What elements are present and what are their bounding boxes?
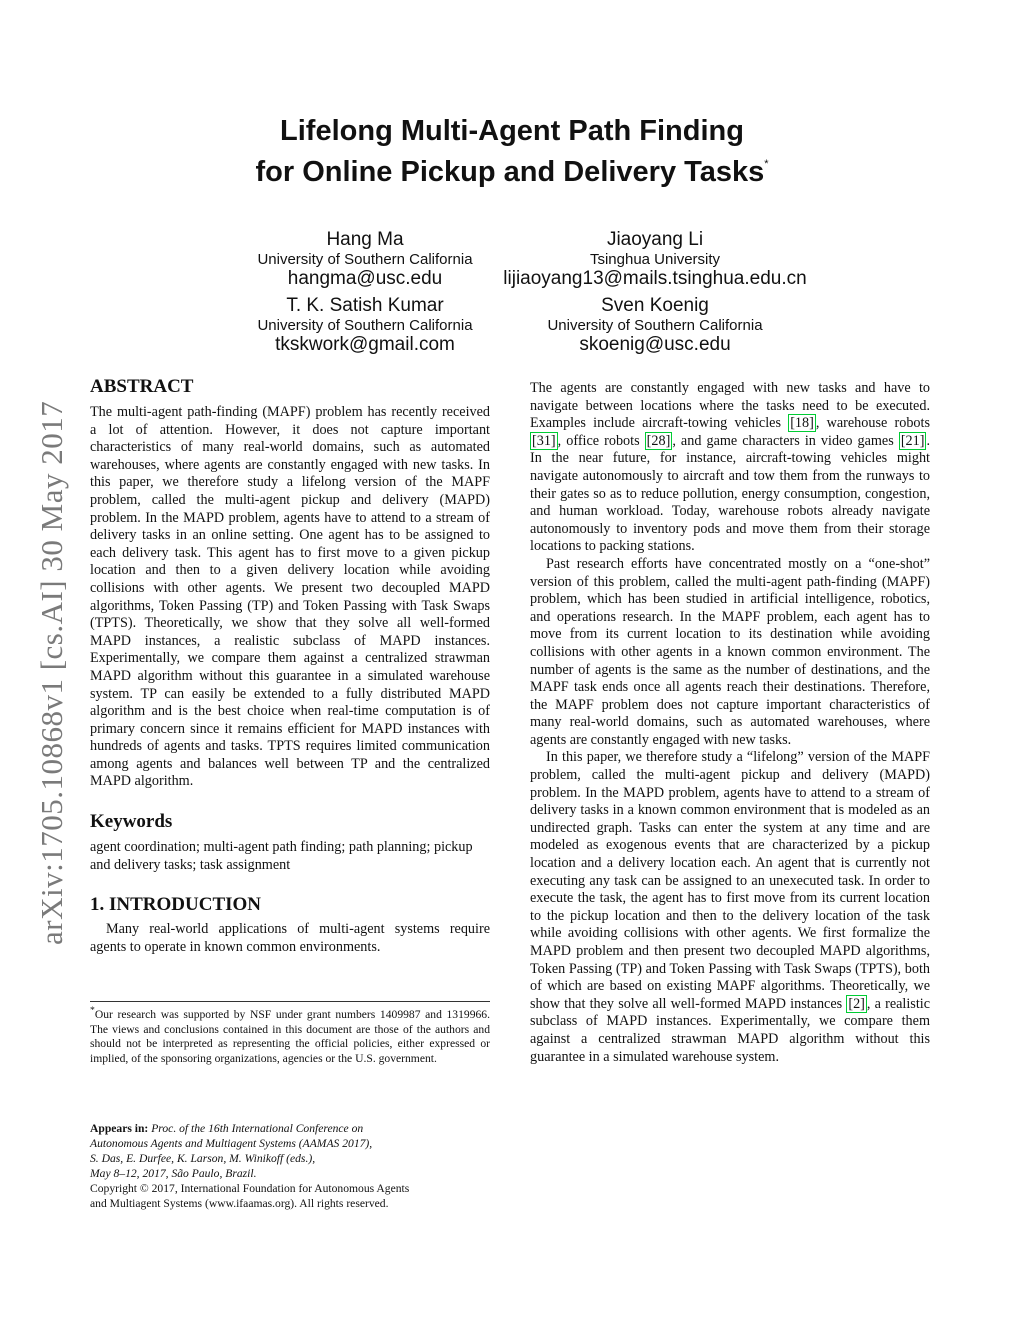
footnote-mark: * — [90, 1005, 95, 1016]
copyright-line-1: Copyright © 2017, International Foundation for Autonomous Agents — [90, 1182, 410, 1195]
author-affiliation: University of Southern California — [257, 251, 473, 268]
author-affiliation: University of Southern California — [257, 317, 473, 334]
footnote-text: Our research was supported by NSF under grant numbers 1409987 and 1319966. The views and conclusions contained in this document are those of the authors and should not be interpreted as representing the official policies, either expressed or implied, of the sponsoring organizations, agencies or the U.S. government. — [90, 1007, 490, 1066]
author-email: skoenig@usc.edu — [579, 334, 731, 355]
introduction-paragraph-1 — [530, 380, 930, 556]
author-email: lijiaoyang13@mails.tsinghua.edu.cn — [503, 268, 807, 289]
citation-link[interactable]: [21] — [900, 432, 925, 449]
text-run: In this paper, we therefore study a “lifelong” version of the MAPF problem, called the multi-agent pickup and delivery (MAPD) problem. In the MAPD problem, agents have to attend to a stream of delivery tasks in a known common environment that is modeled as an undirected graph. Tasks can enter the system at any time and are modeled as exogenous events that are characterized by a pickup location and a delivery location each. An agent that is currently not executing any task can be assigned to an unexecuted task. In order to execute the task, the agent has to first move from its current location to the pickup location and then to the delivery location of the task while avoiding collisions with other agents. We first formalize the MAPD problem and then present two decoupled MAPD algorithms, Token Passing (TP) and Token Passing with Task Swaps (TPTS), both of which are based on existing MAPF algorithms. Theoretically, we show that they solve all well-formed MAPD instances — [530, 749, 930, 1012]
author-name: Jiaoyang Li — [606, 229, 704, 250]
proceedings-line-2: Autonomous Agents and Multiagent Systems (AAMAS 2017), — [90, 1137, 373, 1150]
title-line-2-text: for Online Pickup and Delivery Tasks — [255, 156, 765, 188]
author-affiliation: Tsinghua University — [589, 251, 721, 268]
left-column — [90, 376, 490, 956]
author-affiliation: University of Southern California — [547, 317, 763, 334]
citation-link[interactable]: [28] — [646, 432, 671, 449]
citation-link[interactable]: [2] — [848, 995, 865, 1012]
author-name: Sven Koenig — [601, 295, 709, 316]
arxiv-identifier: arXiv:1705.10868v1 [cs.AI] 30 May 2017 — [34, 400, 69, 945]
author-email: tkskwork@gmail.com — [275, 334, 455, 355]
keywords-text: agent coordination; multi-agent path finding; path planning; pickup and delivery tasks; task assignment — [90, 839, 473, 873]
author-email: hangma@usc.edu — [287, 268, 443, 289]
appears-in-block — [90, 1121, 500, 1211]
introduction-paragraph-3 — [530, 749, 930, 1066]
proceedings-line-3: S. Das, E. Durfee, K. Larson, M. Winikoff (eds.), — [90, 1152, 316, 1165]
appears-in-label: Appears in: — [90, 1122, 149, 1135]
author-block — [200, 295, 530, 356]
proceedings-line-1: Proc. of the 16th International Conference on — [151, 1122, 364, 1135]
author-name: T. K. Satish Kumar — [286, 295, 444, 316]
keywords-heading: Keywords — [90, 811, 173, 833]
introduction-paragraph-2: Past research efforts have concentrated mostly on a “one-shot” version of this problem, called the multi-agent path-finding (MAPF) problem, which has been studied in artificial intelligence, robotics, and operations research. In the MAPF problem, each agent has to move from its current location to its destination while avoiding collisions with other agents in a known common environment. The number of agents is the same as the number of destinations, and the MAPF task ends once all agents reach their destinations. Therefore, the MAPF problem does not capture important characteristics of many real-world domains, such as automated warehouses, where agents are constantly engaged with new tasks. — [530, 555, 930, 748]
abstract-heading: ABSTRACT — [90, 376, 194, 397]
text-run: The agents are constantly engaged with new tasks and have to navigate between locations where the tasks need to be executed. Examples include aircraft-towing vehicles — [530, 380, 930, 432]
author-name: Hang Ma — [326, 229, 404, 250]
title-footnote-mark: * — [764, 158, 769, 170]
paper-title — [0, 115, 1024, 189]
text-run: , a realistic subclass of MAPD instances. Experimentally, we compare them against a centralized strawman MAPD algorithm without this guarantee in a simulated warehouse system. — [530, 995, 930, 1065]
footnote — [90, 1001, 490, 1067]
text-run: , office robots — [557, 432, 645, 449]
copyright-line-2: and Multiagent Systems (www.ifaamas.org). All rights reserved. — [90, 1197, 389, 1210]
introduction-heading: 1. INTRODUCTION — [90, 894, 262, 916]
author-block — [490, 229, 820, 290]
author-block — [200, 229, 530, 290]
introduction-text-left: Many real-world applications of multi-agent systems require agents to operate in known common environments. — [90, 921, 490, 955]
citation-link[interactable]: [31] — [532, 432, 556, 449]
text-run: . In the near future, for instance, aircraft-towing vehicles might navigate autonomously to aircraft and tow them from the runways to their gates so as to reduce pollution, energy consumption, congestion, and human workload. Today, warehouse robots already navigate autonomously to inventory pods and move them from their storage locations to packing stations. — [530, 432, 930, 555]
author-block — [490, 295, 820, 356]
proceedings-line-4: May 8–12, 2017, São Paulo, Brazil. — [90, 1167, 257, 1180]
right-column — [530, 380, 930, 1066]
abstract-text: The multi-agent path-finding (MAPF) problem has recently received a lot of attention. However, it does not capture important characteristics of many real-world domains, such as automated warehouses, where agents are constantly engaged with new tasks. In this paper, we therefore study a lifelong version of the MAPF problem, called the multi-agent pickup and delivery (MAPD) problem. In the MAPD problem, agents have to attend to a stream of delivery tasks in an online setting. One agent has to be assigned to each delivery task. This agent has to first move to a given pickup location and then to a given delivery location while avoiding collisions with other agents. We present two decoupled MAPD algorithms, Token Passing (TP) and Token Passing with Task Swaps (TPTS). Theoretically, we show that they solve all well-formed MAPD instances, a realistic subclass of MAPD instances. Experimentally, we compare them against a centralized strawman MAPD algorithm without this guarantee in a simulated warehouse system. TP can easily be extended to a fully distributed MAPD algorithm and is the best choice when real-time computation is of primary concern since it remains efficient for MAPD instances with hundreds of agents and tasks. TPTS requires limited communication among agents and balances well between TP and the centralized MAPD algorithm. — [90, 404, 490, 790]
citation-link[interactable]: [18] — [790, 415, 814, 432]
title-line-1: Lifelong Multi-Agent Path Finding — [280, 115, 744, 147]
text-run: , and game characters in video games — [672, 432, 899, 449]
text-run: , warehouse robots — [815, 415, 930, 432]
title-line-2 — [0, 148, 1024, 189]
